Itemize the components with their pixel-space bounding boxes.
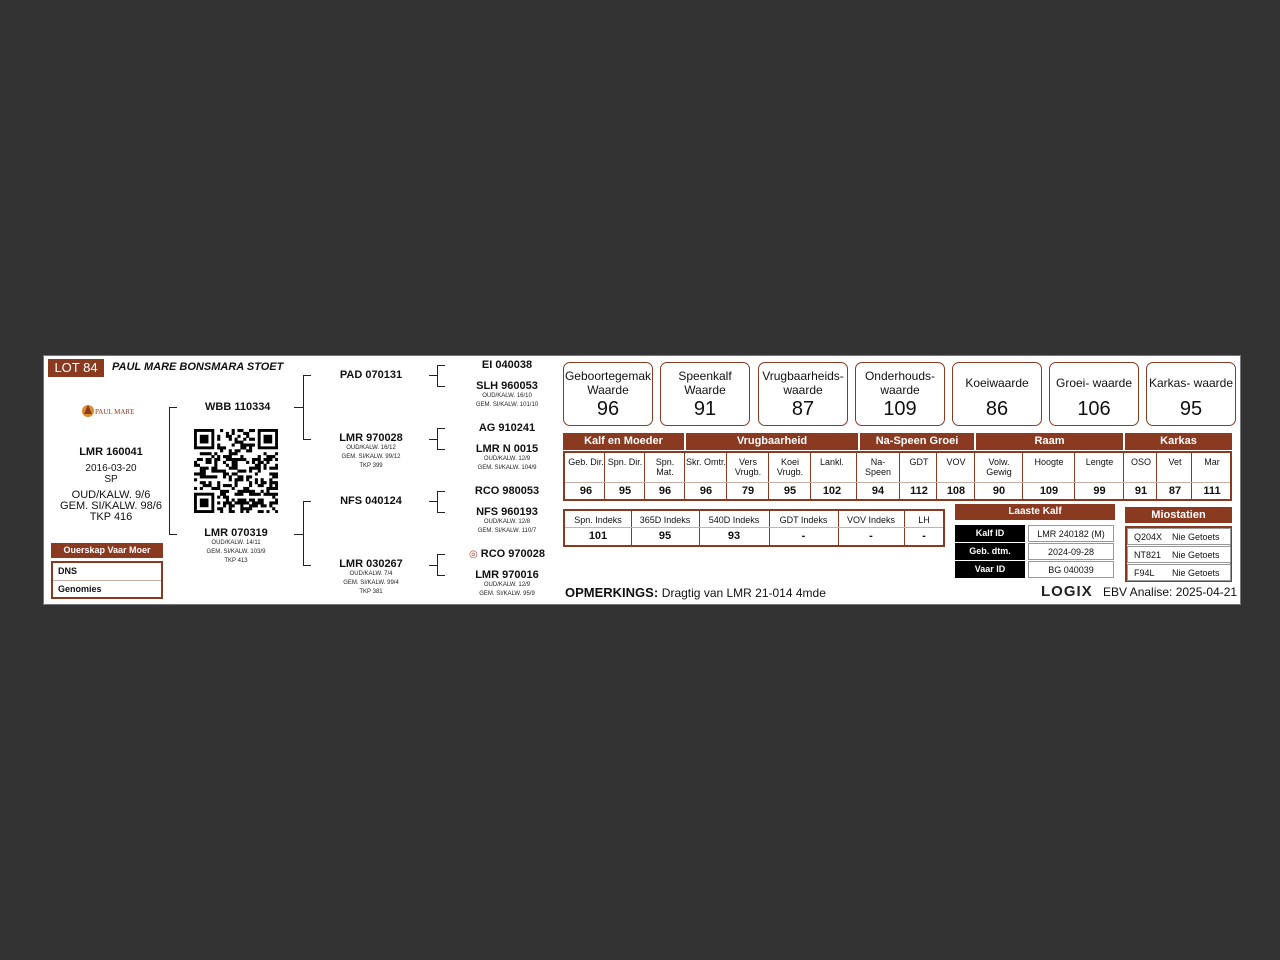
- bull-logo-icon: [80, 398, 138, 424]
- dds-info: [457, 548, 557, 560]
- trait-label: Koei Vrugb.: [776, 457, 804, 477]
- miostatien-row: NT821 Nie Getoets: [1127, 546, 1231, 563]
- qr-code-icon: [194, 429, 278, 513]
- sire-id: WBB 110334: [205, 401, 271, 413]
- ebv-box-geboortegemak: Geboortegemak Waarde 96: [563, 362, 653, 426]
- trait-value: 99: [1093, 485, 1106, 497]
- trait-value: 109: [1039, 485, 1059, 497]
- ebv-box-karkas: Karkas- waarde 95: [1146, 362, 1236, 426]
- sdd-id: LMR N 0015: [475, 443, 539, 455]
- trait-value: 95: [783, 485, 797, 497]
- ebv-box-koeiwaarde: Koeiwaarde 86: [952, 362, 1042, 426]
- trait-label: VOV: [946, 457, 966, 467]
- animal-id: LMR 160041: [79, 446, 143, 458]
- animal-oud-kalw: OUD/KALW. 9/6: [71, 489, 151, 501]
- trait-value: 90: [992, 485, 1006, 497]
- index-value: -: [869, 530, 873, 542]
- trait-value: 111: [1203, 485, 1221, 497]
- sds-id: AG 910241: [478, 422, 536, 434]
- trait-value: 96: [579, 485, 593, 497]
- breeder-title: PAUL MARE BONSMARA STOET: [112, 361, 284, 373]
- dd-id: LMR 030267: [339, 558, 403, 570]
- dam-info: LMR 070319 OUD/KALW. 14/11 GEM. SI/KALW. 103/9 TKP 413: [194, 527, 278, 566]
- index-value: -: [801, 530, 806, 542]
- logix-logo: LOGIX: [1041, 583, 1093, 600]
- last-calf-label-date: Geb. dtm.: [955, 543, 1025, 560]
- group-vrugbaarheid: Vrugbaarheid: [686, 433, 858, 450]
- trait-label: Vet: [1168, 457, 1182, 467]
- animal-date: 2016-03-20: [85, 463, 137, 474]
- logo-text: PAUL MARE: [95, 408, 135, 416]
- ebv-box-speenkalf: Speenkalf Waarde 91: [660, 362, 750, 426]
- trait-value: 79: [741, 485, 755, 497]
- index-label: VOV Indeks: [846, 515, 896, 525]
- last-calf-value-date: 2024-09-28: [1028, 543, 1114, 560]
- dam-id: LMR 070319: [204, 527, 268, 539]
- trait-label: Vers Vrugb.: [734, 457, 762, 477]
- trait-label: Lankl.: [819, 457, 845, 467]
- target-icon: ◎: [468, 549, 478, 560]
- trait-label: Geb. Dir.: [568, 457, 604, 467]
- remarks-label: OPMERKINGS:: [565, 585, 659, 600]
- trait-value: 94: [871, 485, 885, 497]
- last-calf-header: Laaste Kalf: [955, 504, 1115, 520]
- group-karkas: Karkas: [1125, 433, 1232, 450]
- dds-id: RCO 970028: [480, 548, 545, 560]
- index-value: -: [922, 530, 926, 542]
- trait-value: 87: [1168, 485, 1182, 497]
- ebv-analysis-date: EBV Analise: 2025-04-21: [1103, 585, 1238, 599]
- animal-gem: GEM. SI/KALW. 98/6: [60, 500, 162, 512]
- group-na-speen-groei: Na-Speen Groei: [860, 433, 974, 450]
- index-label: GDT Indeks: [779, 515, 828, 525]
- trait-label: OSO: [1130, 457, 1151, 467]
- lot-card: [43, 355, 1241, 605]
- index-label: Spn. Indeks: [574, 515, 622, 525]
- index-label: 540D Indeks: [708, 515, 760, 525]
- ddd-info: LMR 970016 OUD/KALW. 12/9 GEM. SI/KALW. 95/9: [457, 569, 557, 599]
- trait-value: 95: [618, 485, 632, 497]
- ownership-box: [51, 561, 163, 599]
- trait-label: Hoogte: [1034, 457, 1064, 467]
- last-calf-value-id: LMR 240182 (M): [1028, 525, 1114, 542]
- trait-label: Spn. Dir.: [607, 457, 643, 467]
- trait-value: 102: [822, 485, 842, 497]
- ss-id: PAD 070131: [339, 369, 403, 381]
- index-value: 101: [588, 530, 608, 542]
- ebv-box-onderhoud: Onderhouds- waarde 109: [855, 362, 945, 426]
- ebv-box-vrugbaarheid: Vrugbaarheids- waarde 87: [758, 362, 848, 426]
- sd-id: LMR 970028: [339, 432, 403, 444]
- ds-id: NFS 040124: [340, 495, 402, 507]
- last-calf-value-sire: BG 040039: [1028, 561, 1114, 578]
- ownership-row-dns: DNS: [53, 563, 161, 581]
- ddd-id: LMR 970016: [475, 569, 539, 581]
- index-value: 95: [658, 530, 672, 542]
- qr-code[interactable]: [194, 429, 278, 513]
- sdd-info: LMR N 0015 OUD/KALW. 12/9 GEM. SI/KALW. 104/9: [457, 443, 557, 473]
- breeder-logo: [80, 398, 138, 424]
- animal-tkp: TKP 416: [89, 511, 133, 523]
- dsd-info: NFS 960193 OUD/KALW. 12/8 GEM. SI/KALW. 110/7: [457, 506, 557, 536]
- trait-value: 91: [1134, 485, 1148, 497]
- trait-label: Mar: [1204, 457, 1220, 467]
- animal-breed: SP: [104, 474, 118, 485]
- ebv-box-groei: Groei- waarde 106: [1049, 362, 1139, 426]
- miostatien-row: F94L Nie Getoets: [1127, 564, 1231, 581]
- group-kalf-moeder: Kalf en Moeder: [563, 433, 684, 450]
- miostatien-row: Q204X Nie Getoets: [1127, 528, 1231, 545]
- trait-label: Lengte: [1085, 457, 1114, 467]
- ownership-header: Ouerskap Vaar Moer: [51, 543, 163, 558]
- lot-badge: LOT 84: [48, 359, 104, 377]
- index-label: 365D Indeks: [639, 515, 691, 525]
- dd-info: LMR 030267 OUD/KALW. 7/4 GEM. SI/KALW. 99/4 TKP 381: [321, 558, 421, 597]
- remarks: [565, 585, 826, 600]
- trait-label: Volw. Gewig: [986, 457, 1012, 477]
- trait-label: Na- Speen: [864, 457, 892, 477]
- trait-label: Spn. Mat.: [655, 457, 675, 477]
- dss-id: RCO 980053: [474, 485, 540, 497]
- index-value: 93: [727, 530, 741, 542]
- miostatien-header: Miostatien: [1125, 507, 1232, 523]
- trait-value: 96: [658, 485, 672, 497]
- ssd-id: SLH 960053: [476, 380, 538, 392]
- ownership-row-genomies: Genomies: [58, 584, 102, 594]
- group-raam: Raam: [976, 433, 1123, 450]
- trait-label: GDT: [909, 457, 929, 467]
- trait-value: 112: [910, 485, 928, 497]
- last-calf-label-sire: Vaar ID: [955, 561, 1025, 578]
- trait-label: Skr. Omtr.: [686, 457, 727, 467]
- animal-info: [56, 446, 166, 523]
- ssd-info: SLH 960053 OUD/KALW. 16/10 GEM. SI/KALW. 101/10: [457, 380, 557, 410]
- last-calf-label-id: Kalf ID: [955, 525, 1025, 542]
- sd-info: LMR 970028 OUD/KALW. 16/12 GEM. SI/KALW. 99/12 TKP 399: [321, 432, 421, 471]
- dsd-id: NFS 960193: [476, 506, 538, 518]
- remarks-text: Dragtig van LMR 21-014 4mde: [661, 586, 826, 600]
- trait-value: 96: [699, 485, 713, 497]
- index-label: LH: [918, 515, 930, 525]
- trait-value: 108: [946, 485, 966, 497]
- sss-id: EI 040038: [481, 359, 533, 371]
